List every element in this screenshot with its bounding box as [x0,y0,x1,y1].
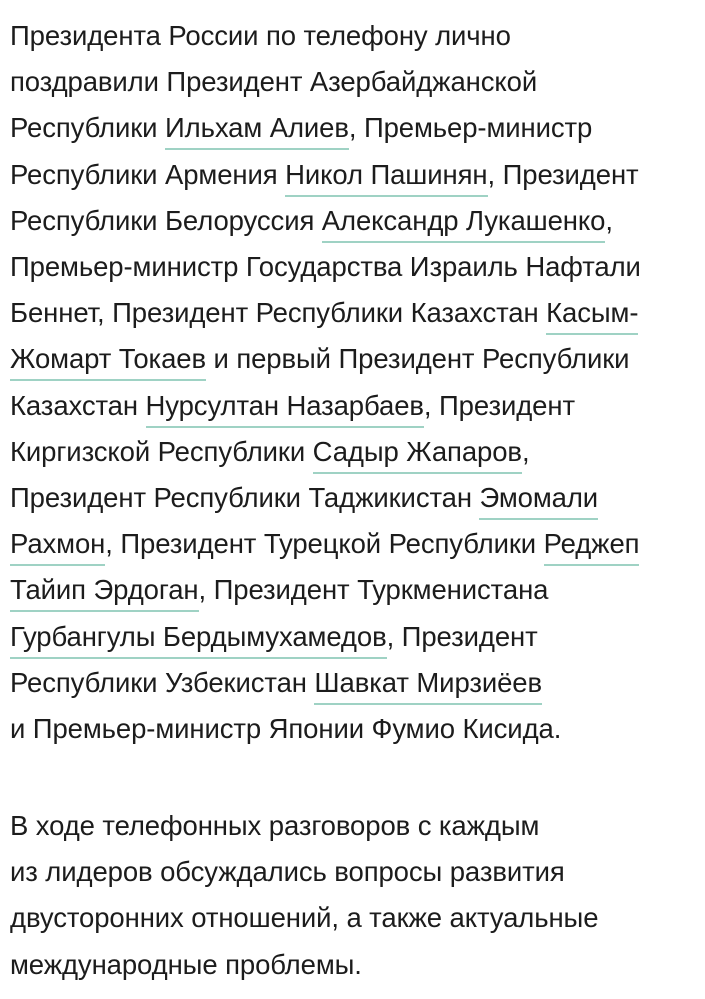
text-line [10,706,561,752]
link-kassym-jomart-tokayev-cont[interactable]: Жомарт Токаев [10,343,206,381]
text-segment: Премьер-министр Государства Израиль Нафтали [10,251,641,282]
text-segment: Беннет, Президент Республики Казахстан [10,297,547,329]
text-line [10,105,592,151]
text-line [10,244,641,290]
text-segment: , Премьер-министр [348,112,593,144]
link-ilham-aliev[interactable]: Ильхам Алиев [165,112,349,150]
text-line [10,895,598,941]
text-line [10,429,529,475]
text-segment: Республики Армения [10,158,286,190]
text-segment: , Президент [487,158,639,190]
text-segment: поздравили Президент Азербайджанской [10,66,538,98]
text-segment: Киргизской Республики [10,435,313,467]
text-segment: и Премьер-министр Японии Фумио Кисида. [10,713,562,744]
text-segment: и первый Президент Республики [205,343,630,375]
text-segment: , Президент [423,389,575,421]
text-line [10,567,548,613]
text-line [10,475,598,521]
text-segment: Республики Белоруссия [10,204,322,236]
link-gurbanguly-berdimuhamedow[interactable]: Гурбангулы Бердымухамедов [10,621,387,659]
text-segment: В ходе телефонных разговоров с каждым [10,810,540,841]
text-segment: Казахстан [10,389,146,421]
text-segment: , Президент [386,620,538,652]
text-line [10,660,542,706]
link-shavkat-mirziyoyev[interactable]: Шавкат Мирзиёев [314,667,542,705]
link-sadyr-japarov[interactable]: Садыр Жапаров [313,436,522,474]
text-line [10,803,539,849]
text-line [10,13,511,59]
text-line [10,336,629,382]
text-segment: Президента России по телефону лично [10,20,511,51]
text-segment: из лидеров обсуждались вопросы развития [10,856,565,888]
link-recep-erdogan[interactable]: Реджеп [544,528,640,566]
text-line [10,59,537,105]
text-segment: Республики [10,112,165,144]
text-segment: Республики Узбекистан [10,666,315,698]
link-alexander-lukashenko[interactable]: Александр Лукашенко [322,205,606,243]
text-segment: , [605,204,613,236]
text-line [10,152,639,198]
link-emomali-rahmon[interactable]: Эмомали [479,482,598,520]
link-recep-erdogan-cont[interactable]: Тайип Эрдоган [10,574,199,612]
link-emomali-rahmon-cont[interactable]: Рахмон [10,528,105,566]
text-segment: , Президент Турецкой Республики [105,528,544,560]
text-segment: , [521,435,530,467]
text-line [10,198,613,244]
text-line [10,614,538,660]
text-line [10,942,362,988]
text-segment: Президент Республики Таджикистан [10,482,480,513]
link-kassym-jomart-tokayev[interactable]: Касым- [546,297,638,335]
text-line [10,383,575,429]
text-segment: , Президент Туркменистана [198,574,549,606]
text-line [10,290,638,336]
text-line [10,849,565,895]
text-segment: двусторонних отношений, а также актуальные [10,902,599,934]
text-line [10,521,639,567]
link-nikol-pashinyan[interactable]: Никол Пашинян [285,159,487,197]
link-nursultan-nazarbayev[interactable]: Нурсултан Назарбаев [146,390,424,428]
text-segment: международные проблемы. [10,948,362,980]
